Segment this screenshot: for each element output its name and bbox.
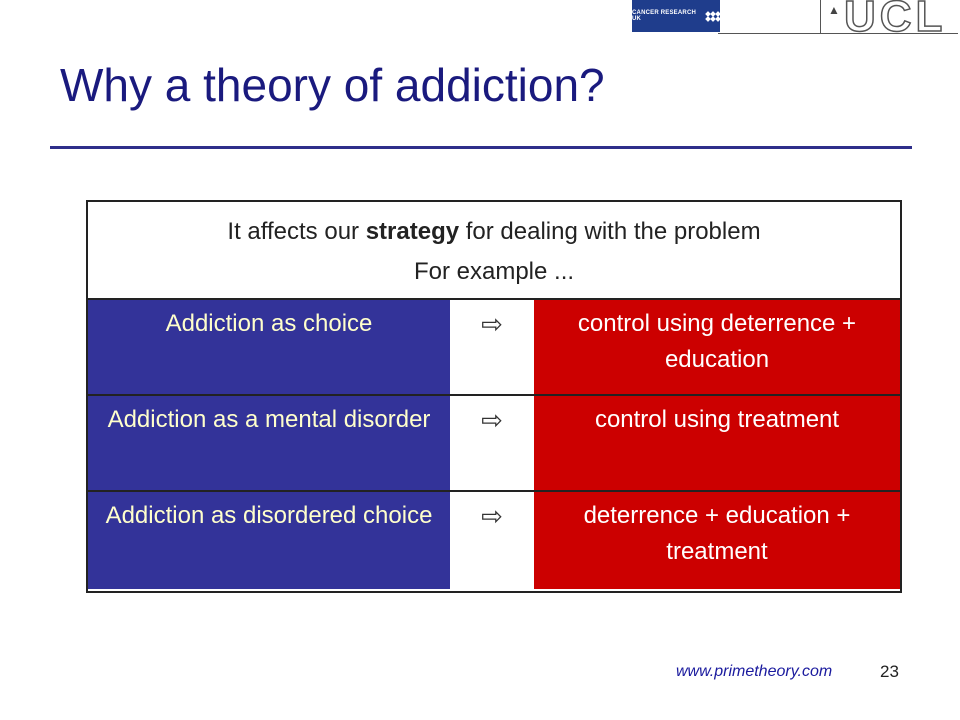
response-cell: control using treatment [534, 396, 900, 490]
website-link[interactable]: www.primetheory.com [676, 663, 833, 680]
addiction-view-cell: Addiction as disordered choice [88, 492, 450, 589]
addiction-view-cell: Addiction as choice [88, 300, 450, 394]
intro-prefix: It affects our [227, 218, 366, 245]
cancer-research-uk-logo [632, 0, 720, 32]
arrow-right-icon: ⇨ [450, 300, 534, 394]
slide-title: Why a theory of addiction? [60, 59, 605, 111]
strategy-table [86, 200, 902, 593]
title-rule [50, 146, 912, 149]
table-intro [88, 202, 900, 300]
ucl-logo: UCL [844, 0, 947, 41]
intro-line-2: For example ... [413, 258, 575, 285]
intro-bold-word: strategy [365, 218, 460, 245]
intro-suffix: for dealing with the problem [459, 218, 761, 245]
arrow-right-icon: ⇨ [450, 396, 534, 490]
cancer-research-logo-text: CANCER RESEARCH UK [632, 10, 697, 22]
response-cell: control using deterrence + education [534, 300, 900, 394]
response-cell: deterrence + education + treatment [534, 492, 900, 589]
arrow-right-icon: ⇨ [450, 492, 534, 589]
logo-divider-vertical [820, 0, 821, 34]
table-row [88, 396, 900, 492]
page-number: 23 [880, 662, 899, 681]
table-row [88, 300, 900, 396]
cancer-research-logo-mark [706, 12, 720, 21]
ucl-dome-icon: ▲ [828, 3, 840, 17]
intro-line-1 [88, 212, 900, 252]
header-logos [630, 0, 960, 40]
addiction-view-cell: Addiction as a mental disorder [88, 396, 450, 490]
table-row [88, 492, 900, 589]
